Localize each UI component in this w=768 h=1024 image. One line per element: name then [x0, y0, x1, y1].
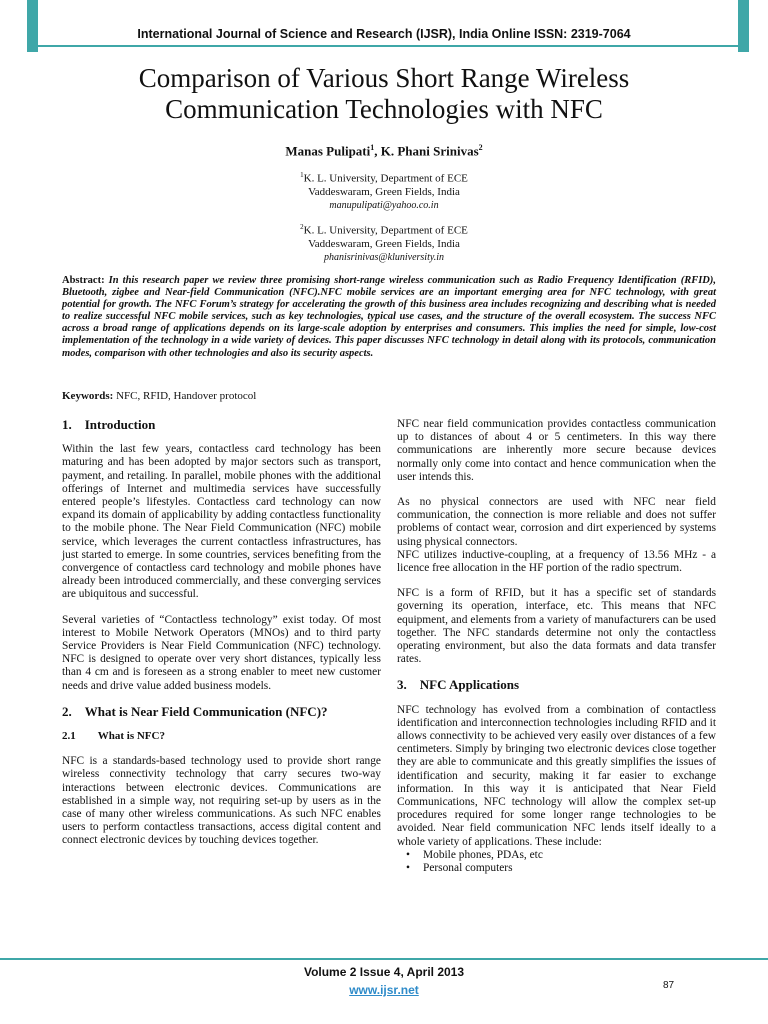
affiliation-sup: 2 [300, 223, 304, 231]
affiliation-line: Vaddeswaram, Green Fields, India [308, 237, 460, 250]
paragraph: NFC utilizes inductive-coupling, at a frequency of 13.56 MHz - a licence free allocation in the HF portion of the radio spectrum. [397, 548, 716, 575]
keywords-label: Keywords: [62, 390, 114, 402]
affiliation-line: K. L. University, Department of ECE [303, 224, 468, 237]
section-heading-introduction: 1. Introduction [62, 417, 156, 432]
affiliation-line: Vaddeswaram, Green Fields, India [308, 185, 460, 198]
paragraph: NFC is a standards-based technology used to provide short range wireless connectivity technology that carry secures two-way interactions between electronic devices. Communications are established in a simple way, not requiring set-up by users as in the case of many other wireless communications. As such NFC enables users to perform contactless transactions, access digital content and connect electronic devices by touching devices together. [62, 755, 381, 847]
paragraph: NFC technology has evolved from a combination of contactless identification and interconnection technologies including RFID and it allows connectivity to be achieved very easily over distances of a few centimeters. Simply by bringing two electronic devices close together they are able to communicate and this greatly simplifies the issues of identification and security, making it far easier to exchange information. In this way it is anticipated that Near Field Communications, NFC technology will allow the complex set-up procedures required for some longer range technologies to be avoided. Near field communication NFC lends itself ideally to a whole variety of applications. These include: [397, 703, 716, 848]
author-sup: 2 [478, 143, 483, 152]
keywords-text: NFC, RFID, Handover protocol [116, 390, 257, 402]
author-name: K. Phani Srinivas [380, 143, 479, 159]
footer-url-link[interactable]: www.ijsr.net [349, 983, 419, 997]
paragraph: Several varieties of “Contactless technology” exist today. Of most interest to Mobile Network Operators (MNOs) and to third party Service Providers is Near Field Communication (NFC) technology. NFC is designed to operate over very short distances, typically less than 4 cm and is foreseen as a strong enabler to meet new customer needs and drive value added business models. [62, 613, 381, 692]
affiliation-sup: 1 [300, 171, 304, 179]
section-heading-nfc-applications: 3. NFC Applications [397, 677, 520, 693]
keywords [62, 390, 256, 402]
author-email[interactable]: manupulipati@yahoo.co.in [329, 199, 439, 211]
left-column [62, 418, 381, 860]
list-item: • Mobile phones, PDAs, etc [412, 849, 716, 862]
header-left-tab [27, 0, 38, 52]
header-right-tab [738, 0, 749, 52]
section-heading-what-is-nfc: 2. What is Near Field Communication (NFC)? [62, 703, 328, 719]
paragraph: NFC is a form of RFID, but it has a specific set of standards governing its operation, interface, etc. This means that NFC equipment, and elements from a variety of manufacturers can be used together. The NFC standards determine not only the contactless operating environment, but also the data formats and data transfer rates. [397, 587, 716, 666]
paragraph: Within the last few years, contactless card technology has been maturing and has been adopted by major sectors such as transport, payment, and retailing. In parallel, mobile phones with the additional offerings of Internet and multimedia services have successfully entered people’s lifestyles. Contactless card technology can now expand its domain of applicability by adding contactless functionality to the mobile phone. The Near Field Communication (NFC) mobile service, which leverages the current contactless infrastructures, has just started to emerge. In some countries, services benefiting from the convergence of contactless card technology and mobile phones have already been introduced commercially, and these converging services are ubiquitous and successful. [62, 443, 381, 601]
right-column [397, 418, 716, 875]
header-divider [38, 45, 738, 47]
affiliation-2 [0, 221, 768, 264]
affiliation-line: K. L. University, Department of ECE [303, 172, 468, 185]
abstract-label: Abstract: [62, 275, 105, 286]
abstract [62, 275, 716, 360]
author-sup: 1 [370, 143, 375, 152]
list-item: • Personal computers [412, 862, 716, 875]
paragraph: NFC near field communication provides contactless communication up to distances of about 4 or 5 centimeters. In this way there communications are inherently more secure because devices normally only come into contact and hence communication when the user intends this. [397, 418, 716, 483]
authors-line [0, 143, 768, 159]
footer-volume: Volume 2 Issue 4, April 2013 [303, 965, 465, 979]
journal-header: International Journal of Science and Research (IJSR), India Online ISSN: 2319-7064 [137, 27, 631, 41]
author-name: Manas Pulipati [285, 143, 371, 159]
author-separator: , [374, 143, 381, 159]
paper-title: Comparison of Various Short Range Wireless Communication Technologies with NFC [138, 63, 630, 124]
page-number: 87 [663, 980, 675, 991]
affiliation-1 [0, 169, 768, 212]
footer-divider [0, 958, 768, 960]
author-email[interactable]: phanisrinivas@kluniversity.in [323, 251, 445, 263]
abstract-text: In this research paper we review three promising short-range wireless communication such as Radio Frequency Identification (RFID), Bluetooth, zigbee and Near-field Communication (NFC).NFC mobile services are an important emerging area for NFC technology, with great potential for growth. The NFC Forum’s strategy for accelerating the growth of this business area includes recognizing and describing what is needed to realize successful NFC mobile services, such as key technologies, typical use cases, and the structure of the overall ecosystem. The success NFC across a broad range of applications depends on its large-scale adoption by enterprises and consumers. This implies the need for simple, low-cost implementation of the technology in a wide variety of devices. This paper discusses NFC technology in detail along with its protocols, communication modes, comparison with other technologies and also its security aspects. [62, 275, 716, 359]
paragraph: As no physical connectors are used with NFC near field communication, the connection is more reliable and does not suffer problems of contact wear, corrosion and dirt experienced by systems using physical connectors. [397, 496, 716, 548]
subsection-heading: 2.1 What is NFC? [62, 730, 165, 743]
applications-list [397, 849, 716, 875]
